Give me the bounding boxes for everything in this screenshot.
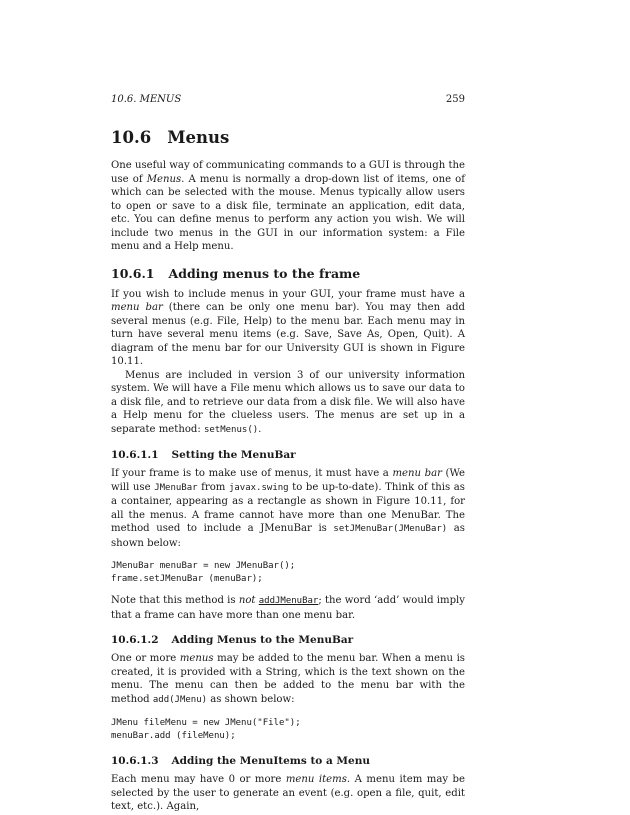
intro-paragraph [111, 159, 465, 254]
subsection-number: 10.6.1 [111, 265, 155, 281]
section-title: Menus [167, 128, 230, 147]
subsection-heading [111, 266, 465, 281]
text-run: A menu is normally a drop-down list of items, one of which can be selected with the mouse. Menus typically allow users to open or save to a disk file, terminate an application, edit data, etc. You can define menus to perform any action you wish. We will include two menus in the GUI in our information system: a File menu and a Help menu. [111, 173, 465, 252]
paragraph [111, 773, 465, 814]
text-run: as shown below: [207, 693, 295, 705]
subsection-title: Adding menus to the frame [168, 265, 361, 281]
inline-code: setMenus() [203, 424, 259, 435]
subsubsection-title: Adding the MenuItems to a Menu [171, 755, 371, 767]
page-content [111, 94, 465, 814]
text-run: (there can be only one menu bar). You may then add several menus (e.g. File, Help) to the menu bar. Each menu may in turn have several menu items (e.g. Save, Save As, Open, Quit). A diagram of the menu bar for our University GUI is shown in Figure 10.11. [111, 302, 466, 367]
text-run: ; the word ‘add’ would imply that a frame can have more than one menu bar. [111, 595, 465, 621]
subsubsection-heading [111, 634, 465, 646]
paragraph [111, 288, 465, 369]
text-run: Each menu may have 0 or more [111, 774, 286, 785]
text-run: Note that this method is [111, 595, 239, 606]
text-run: One or more [111, 653, 180, 664]
emphasis: menu items. [285, 774, 351, 785]
subsubsection-title: Adding Menus to the MenuBar [171, 634, 354, 646]
page-number: 259 [445, 94, 465, 105]
emphasis: not [238, 595, 256, 606]
text-run: from [197, 481, 229, 493]
emphasis: Menus. [146, 173, 185, 185]
text-run: Menus are included in version 3 of our university information system. We will have a File menu which allows us to save our data to a disk file, and to retrieve our data from a disk file. We will also have a Help menu for the clueless users. The menus are set up in a separate method: [111, 369, 465, 435]
inline-code: JMenuBar [154, 482, 198, 493]
running-header-section: 10.6. MENUS [111, 94, 182, 105]
subsubsection-number: 10.6.1.1 [111, 449, 159, 461]
subsubsection-heading [111, 755, 465, 767]
paragraph [111, 369, 465, 438]
text-run: . [258, 423, 262, 435]
subsubsection-number: 10.6.1.3 [111, 755, 159, 767]
paragraph [111, 652, 465, 707]
running-header [111, 94, 465, 108]
text-run: A menu item may be selected by the user to generate an event (e.g. open a file, quit, edit text, etc.). Again, [111, 774, 465, 812]
subsubsection-title: Setting the MenuBar [171, 449, 296, 461]
code-block: JMenuBar menuBar = new JMenuBar(); frame.setJMenuBar (menuBar); [111, 561, 296, 584]
code-block: JMenu fileMenu = new JMenu("File"); menuBar.add (fileMenu); [111, 718, 301, 741]
inline-code: addJMenuBar [258, 596, 319, 606]
text-run: as shown below: [111, 523, 465, 549]
section-heading [111, 128, 465, 147]
inline-code: setJMenuBar(JMenuBar) [333, 524, 448, 534]
text-run: (We will use [111, 468, 466, 493]
text-run: One useful way of communicating commands to a GUI is through the use of [111, 160, 465, 185]
subsubsection-heading [111, 449, 465, 461]
emphasis: menu bar [392, 468, 442, 479]
text-run: If you wish to include menus in your GUI, your frame must have a [111, 288, 465, 300]
section-number: 10.6 [111, 128, 152, 147]
emphasis: menus [179, 653, 214, 664]
subsubsection-number: 10.6.1.2 [111, 634, 159, 646]
emphasis: menu bar [111, 302, 163, 313]
paragraph [111, 467, 465, 550]
inline-code: javax.swing [228, 482, 289, 493]
text-run: may be added to the menu bar. When a menu is created, it is provided with a String, which is the text shown on the menu. The menu can then be added to the menu bar with the method [111, 653, 465, 705]
text-run: If your frame is to make use of menus, it must have a [111, 468, 393, 479]
text-run: to be up-to-date). Think of this as a container, appearing as a rectangle as shown in Figure 10.11, for all the menus. A frame cannot have more than one MenuBar. The method used to include a JMenuBar is [111, 481, 465, 534]
paragraph [111, 594, 465, 622]
inline-code: add(JMenu) [152, 694, 208, 705]
